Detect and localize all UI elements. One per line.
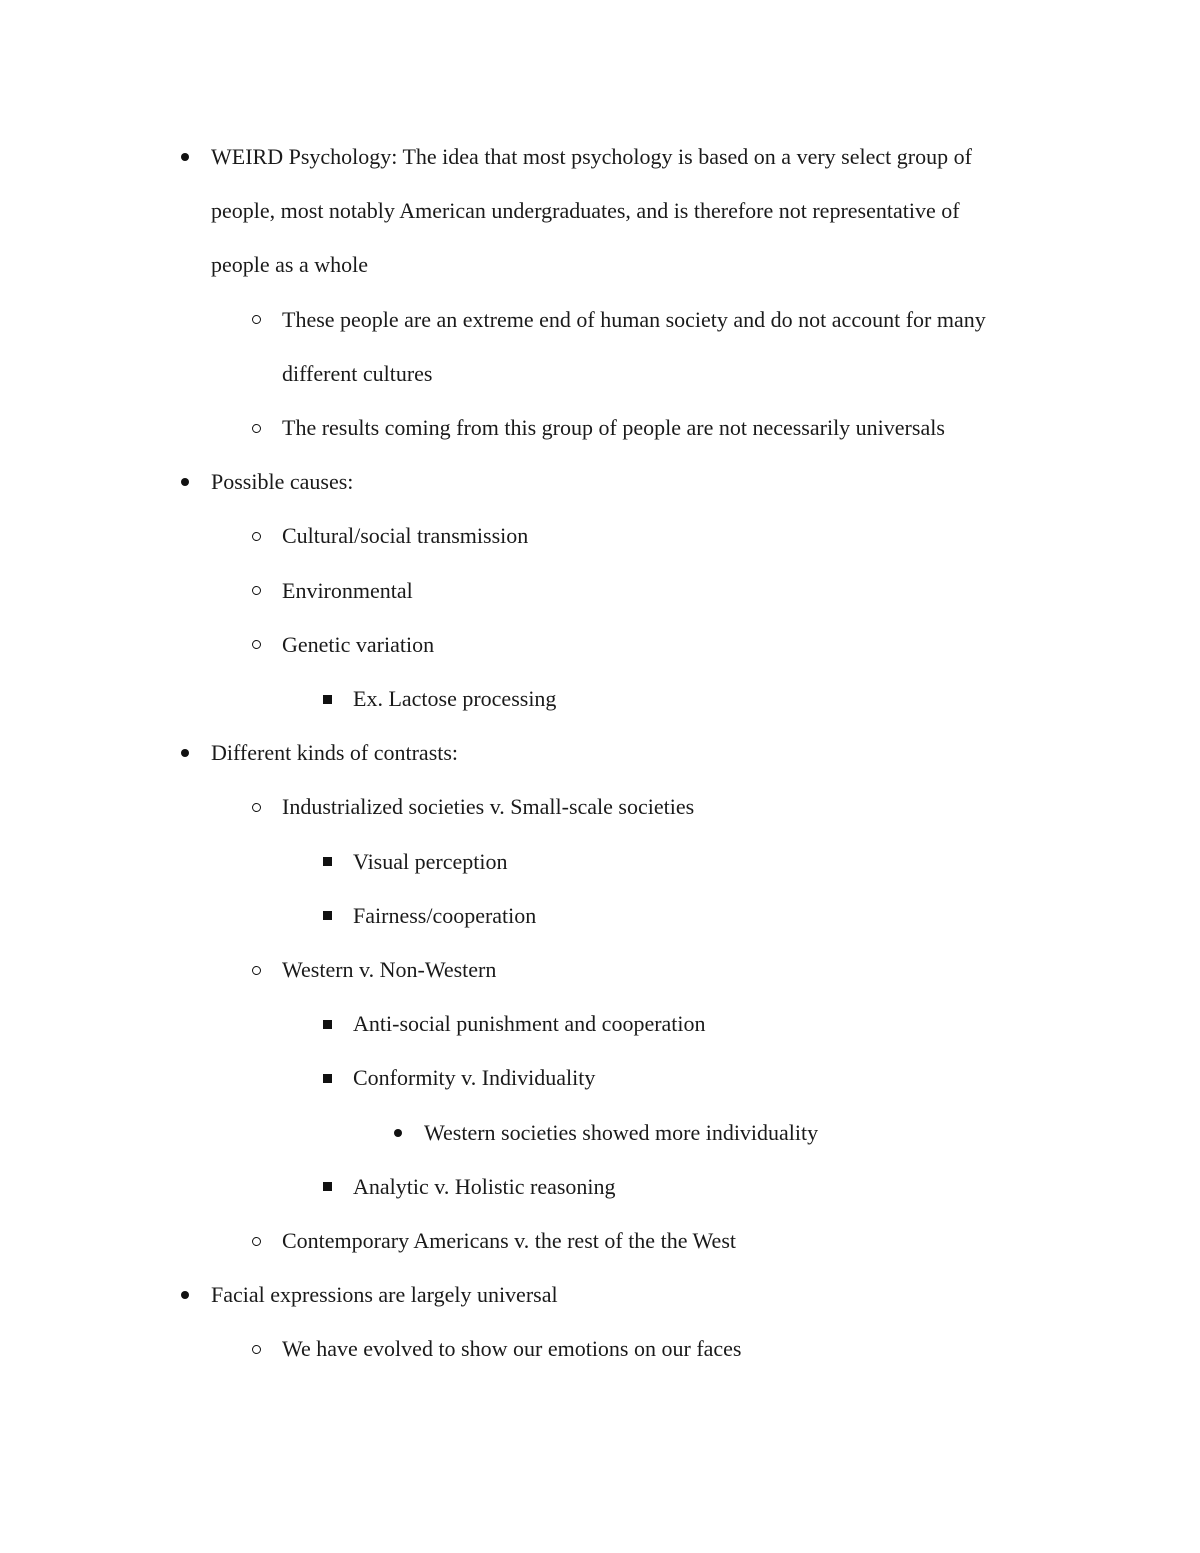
square-bullet-icon [317,1172,337,1202]
list-item-text: WEIRD Psychology: The idea that most psychology is based on a very select group of [211,144,972,169]
list-item-text: These people are an extreme end of human society and do not account for many [282,306,986,332]
list-item-text: Fairness/cooperation [353,902,537,928]
list-item-text: Industrialized societies v. Small-scale societies [282,794,695,820]
circle-bullet-icon [246,1334,266,1364]
square-bullet-icon [317,1009,337,1039]
circle-bullet-icon [246,576,266,606]
circle-bullet-icon [246,1226,266,1256]
list-item-text: different cultures [282,360,433,386]
list-item-text: Facial expressions are largely universal [211,1282,558,1308]
square-bullet-icon [317,847,337,877]
disc-bullet-icon [175,738,195,768]
list-item-text: Contemporary Americans v. the rest of the the West [282,1228,736,1253]
circle-bullet-icon [246,521,266,551]
list-item-text: Cultural/social transmission [282,523,529,549]
list-item-text: Anti-social punishment and cooperation [353,1011,706,1037]
list-item-text: people as a whole [211,252,368,278]
square-bullet-icon [317,901,337,931]
circle-bullet-icon [246,305,266,335]
square-bullet-icon [317,1063,337,1093]
list-item-text: Environmental [282,577,413,603]
list-item-text: Ex. Lactose processing [353,686,557,711]
disc-bullet-icon [388,1118,408,1148]
circle-bullet-icon [246,955,266,985]
list-item-text: Conformity v. Individuality [353,1065,596,1091]
list-item-text: We have evolved to show our emotions on our faces [282,1336,742,1362]
circle-bullet-icon [246,792,266,822]
list-item-text: The results coming from this group of people are not necessarily universals [282,415,945,440]
square-bullet-icon [317,684,337,714]
disc-bullet-icon [175,142,195,172]
list-item-text: people, most notably American undergraduates, and is therefore not representative of [211,198,960,224]
circle-bullet-icon [246,630,266,660]
list-item-text: Possible causes: [211,469,354,495]
disc-bullet-icon [175,1280,195,1310]
list-item-text: Analytic v. Holistic reasoning [353,1173,616,1199]
disc-bullet-icon [175,467,195,497]
circle-bullet-icon [246,413,266,443]
list-item-text: Genetic variation [282,631,435,657]
list-item-text: Western societies showed more individuality [424,1119,819,1145]
list-item-text: Different kinds of contrasts: [211,740,459,766]
list-item-text: Western v. Non-Western [282,957,497,982]
list-item-text: Visual perception [353,848,508,874]
